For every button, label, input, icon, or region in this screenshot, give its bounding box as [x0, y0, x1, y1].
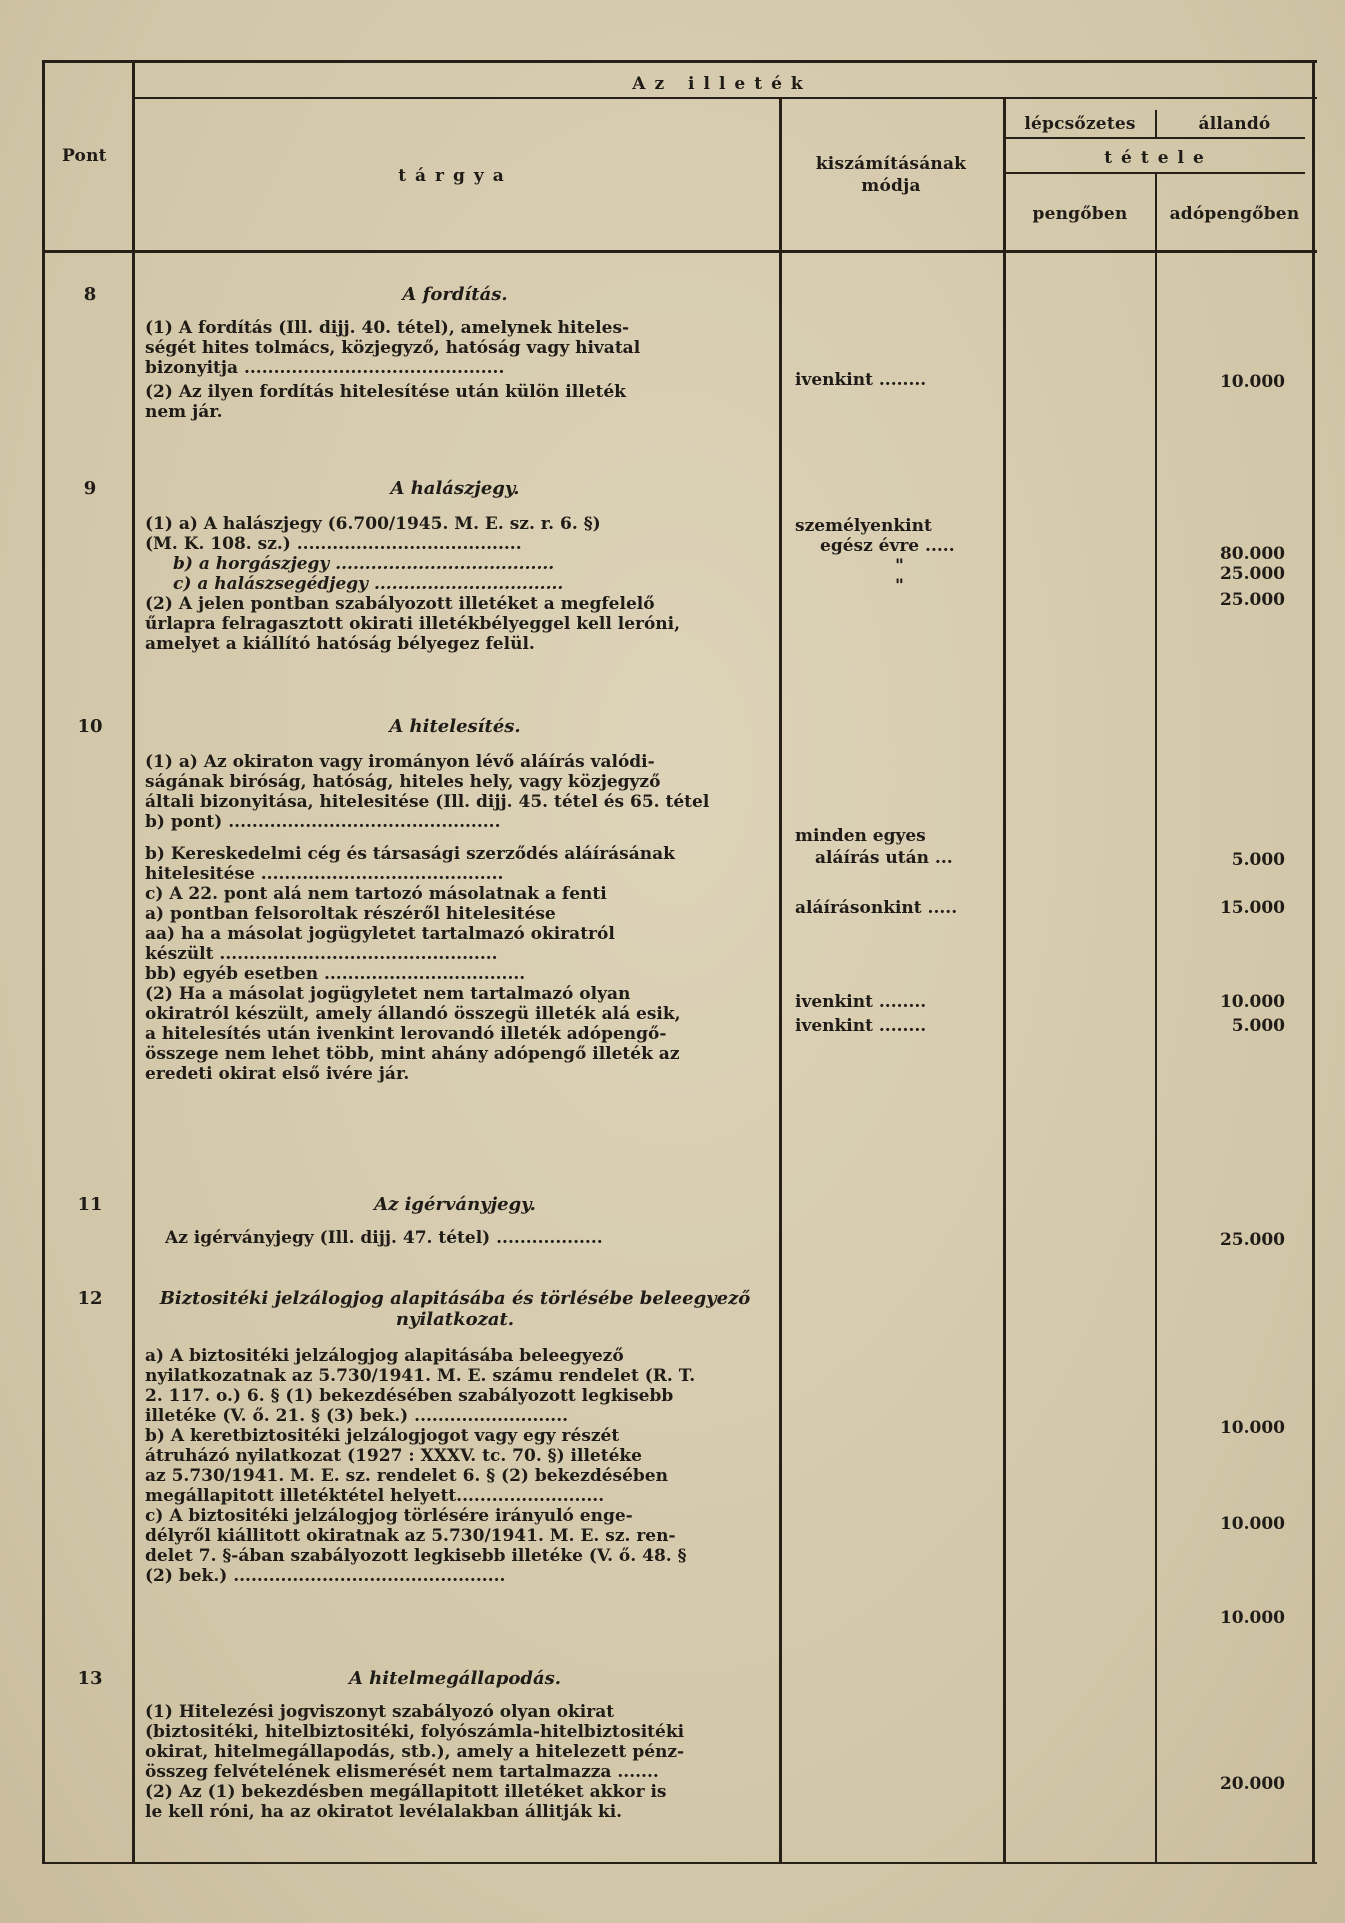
text-line: (2) Az ilyen fordítás hitelesítése után külön illeték: [145, 382, 626, 402]
mode-alairas-utan: aláírás után ...: [815, 848, 953, 868]
text-line: eredeti okirat első ivére jár.: [145, 1064, 410, 1084]
text-line: c) A 22. pont alá nem tartozó másolatnak a fenti: [145, 884, 607, 904]
header-lepcsozetes: lépcsőzetes: [1024, 114, 1136, 134]
point-number-13: 13: [77, 1668, 103, 1689]
section-11-text: [165, 1228, 765, 1248]
header-divider-illetek: [132, 97, 1317, 99]
text-line: b) A keretbiztositéki jelzálogjogot vagy egy részét: [145, 1426, 620, 1446]
column-divider-pont: [132, 60, 135, 1864]
text-line: delet 7. §-ában szabályozott legkisebb illetéke (V. ő. 48. §: [145, 1546, 687, 1566]
header-divider-lepcsozetes: [1005, 137, 1305, 139]
mode-ivenkint: ivenkint ........: [795, 1016, 927, 1036]
text-line: (2) A jelen pontban szabályozott illetéket a megfelelő: [145, 594, 655, 614]
header-adopengoben: adópengőben: [1169, 204, 1300, 224]
section-title-fordítas: A fordítás.: [402, 284, 508, 305]
text-line: megállapitott illetéktétel helyett.........................: [145, 1486, 605, 1506]
text-line: (1) a) A halászjegy (6.700/1945. M. E. sz. r. 6. §): [145, 514, 601, 534]
point-number-12: 12: [77, 1288, 103, 1309]
section-title-hitelesites: A hitelesítés.: [389, 716, 521, 737]
mode-ivenkint: ivenkint ........: [795, 992, 927, 1012]
text-line: összeg felvételének elismerését nem tartalmazza .......: [145, 1762, 659, 1782]
text-line: (M. K. 108. sz.) ......................................: [145, 534, 522, 554]
text-line: nyilatkozatnak az 5.730/1941. M. E. számu rendelet (R. T.: [145, 1366, 696, 1386]
text-line: b) Kereskedelmi cég és társasági szerződés aláírásának: [145, 844, 675, 864]
text-line: (1) A fordítás (Ill. dijj. 40. tétel), amelynek hiteles-: [145, 318, 630, 338]
amount-5000: 5.000: [1231, 850, 1285, 870]
table-right-border: [1312, 60, 1315, 1864]
text-line: ségét hites tolmács, közjegyző, hatóság vagy hivatal: [145, 338, 641, 358]
text-line: amelyet a kiállító hatóság bélyegez felül.: [145, 634, 535, 654]
table-left-border: [42, 60, 45, 1864]
section-8-text: [145, 318, 765, 422]
section-title-biztositeki: [145, 1288, 765, 1330]
header-targya: tárgya: [398, 166, 513, 186]
text-line: okiratról készült, amely állandó összegü illeték alá esik,: [145, 1004, 681, 1024]
header-modja: módja: [861, 176, 921, 196]
point-number-10: 10: [77, 716, 103, 737]
mode-ditto: ": [895, 576, 904, 596]
text-line: (1) Hitelezési jogviszonyt szabályozó olyan okirat: [145, 1702, 615, 1722]
amount-10000: 10.000: [1219, 1608, 1285, 1628]
text-line: bb) egyéb esetben ..................................: [145, 964, 526, 984]
mode-alairasonkint: aláírásonkint .....: [795, 898, 958, 918]
text-line: nem jár.: [145, 402, 223, 422]
text-line: (2) Ha a másolat jogügyletet nem tartalmazó olyan: [145, 984, 631, 1004]
amount-25000: 25.000: [1219, 564, 1285, 584]
text-line: (2) bek.) ..............................................: [145, 1566, 506, 1586]
amount-15000: 15.000: [1219, 898, 1285, 918]
text-line: átruházó nyilatkozat (1927 : XXXV. tc. 70. §) illetéke: [145, 1446, 642, 1466]
text-line: (biztositéki, hitelbiztositéki, folyószámla-hitelbiztositéki: [145, 1722, 685, 1742]
text-line: illetéke (V. ő. 21. § (3) bek.) ..........................: [145, 1406, 569, 1426]
amount-10000: 10.000: [1219, 992, 1285, 1012]
text-line: (1) a) Az okiraton vagy irományon lévő aláírás valódi-: [145, 752, 655, 772]
text-line: c) A biztositéki jelzálogjog törlésére irányuló enge-: [145, 1506, 633, 1526]
text-line: bizonyitja ............................................: [145, 358, 505, 378]
text-line: az 5.730/1941. M. E. sz. rendelet 6. § (2) bekezdésében: [145, 1466, 668, 1486]
header-tetele: tétele: [1104, 148, 1213, 168]
amount-20000: 20.000: [1219, 1774, 1285, 1794]
section-13-text: [145, 1702, 765, 1822]
mode-minden-egyes: minden egyes: [795, 826, 926, 846]
section-9-text: [145, 514, 765, 654]
text-line: aa) ha a másolat jogügyletet tartalmazó okiratról: [145, 924, 615, 944]
mode-egesz-evre: egész évre .....: [820, 536, 955, 556]
section-title-hitelmegallapodas: A hitelmegállapodás.: [348, 1668, 562, 1689]
title-line: nyilatkozat.: [395, 1309, 515, 1330]
point-number-11: 11: [77, 1194, 103, 1215]
text-line: okirat, hitelmegállapodás, stb.), amely a hitelezett pénz-: [145, 1742, 685, 1762]
header-az-illetek: Az illeték: [632, 74, 812, 94]
mode-ditto: ": [895, 556, 904, 576]
point-number-8: 8: [83, 284, 97, 305]
text-line: délyről kiállitott okiratnak az 5.730/1941. M. E. sz. ren-: [145, 1526, 676, 1546]
text-line: ságának biróság, hatóság, hiteles hely, vagy közjegyző: [145, 772, 661, 792]
text-line: készült ...............................................: [145, 944, 498, 964]
point-number-9: 9: [83, 478, 97, 499]
text-line: b) a horgászjegy .....................................: [173, 554, 555, 574]
text-line: űrlapra felragasztott okirati illetékbélyeggel kell leróni,: [145, 614, 681, 634]
text-line: le kell róni, ha az okiratot levélalakban állitják ki.: [145, 1802, 623, 1822]
section-title-halaszjegy: A halászjegy.: [390, 478, 520, 499]
column-divider-targya: [779, 97, 782, 1864]
text-line: a hitelesítés után ivenkint lerovandó illeték adópengő-: [145, 1024, 667, 1044]
text-line: Az igérványjegy (Ill. dijj. 47. tétel) ..................: [165, 1228, 603, 1248]
text-line: általi bizonyitása, hitelesitése (Ill. dijj. 45. tétel és 65. tétel: [145, 792, 710, 812]
header-kiszamitasanak: kiszámításának: [815, 154, 967, 174]
table-bottom-border: [42, 1862, 1317, 1864]
text-line: 2. 117. o.) 6. § (1) bekezdésében szabályozott legkisebb: [145, 1386, 674, 1406]
text-line: (2) Az (1) bekezdésben megállapitott illetéket akkor is: [145, 1782, 667, 1802]
section-12-text: [145, 1346, 765, 1586]
amount-80000: 80.000: [1219, 544, 1285, 564]
table-top-border: [42, 60, 1317, 63]
amount-25000: 25.000: [1219, 1230, 1285, 1250]
header-bottom-border: [42, 250, 1317, 253]
text-line: a) pontban felsoroltak részéről hitelesitése: [145, 904, 556, 924]
amount-25000: 25.000: [1219, 590, 1285, 610]
text-line: b) pont) ..............................................: [145, 812, 501, 832]
section-title-igervenyjegy: Az igérványjegy.: [374, 1194, 536, 1215]
mode-ivenkint: ivenkint ........: [795, 370, 927, 390]
text-line: hitelesitése .........................................: [145, 864, 504, 884]
text-line: c) a halászsegédjegy ................................: [173, 574, 564, 594]
header-pengoben: pengőben: [1032, 204, 1128, 224]
title-line: Biztositéki jelzálogjog alapitásába és törlésébe beleegyező: [159, 1288, 751, 1309]
header-pont: Pont: [62, 146, 107, 166]
amount-10000: 10.000: [1219, 372, 1285, 392]
header-allando: állandó: [1198, 114, 1271, 134]
amount-10000: 10.000: [1219, 1514, 1285, 1534]
mode-szemelyenkint: személyenkint: [795, 516, 932, 536]
text-line: a) A biztositéki jelzálogjog alapitásába beleegyező: [145, 1346, 624, 1366]
section-10-text: [145, 752, 765, 1084]
column-divider-modja: [1003, 97, 1006, 1864]
amount-5000: 5.000: [1231, 1016, 1285, 1036]
text-line: összege nem lehet több, mint ahány adópengő illeték az: [145, 1044, 680, 1064]
amount-10000: 10.000: [1219, 1418, 1285, 1438]
